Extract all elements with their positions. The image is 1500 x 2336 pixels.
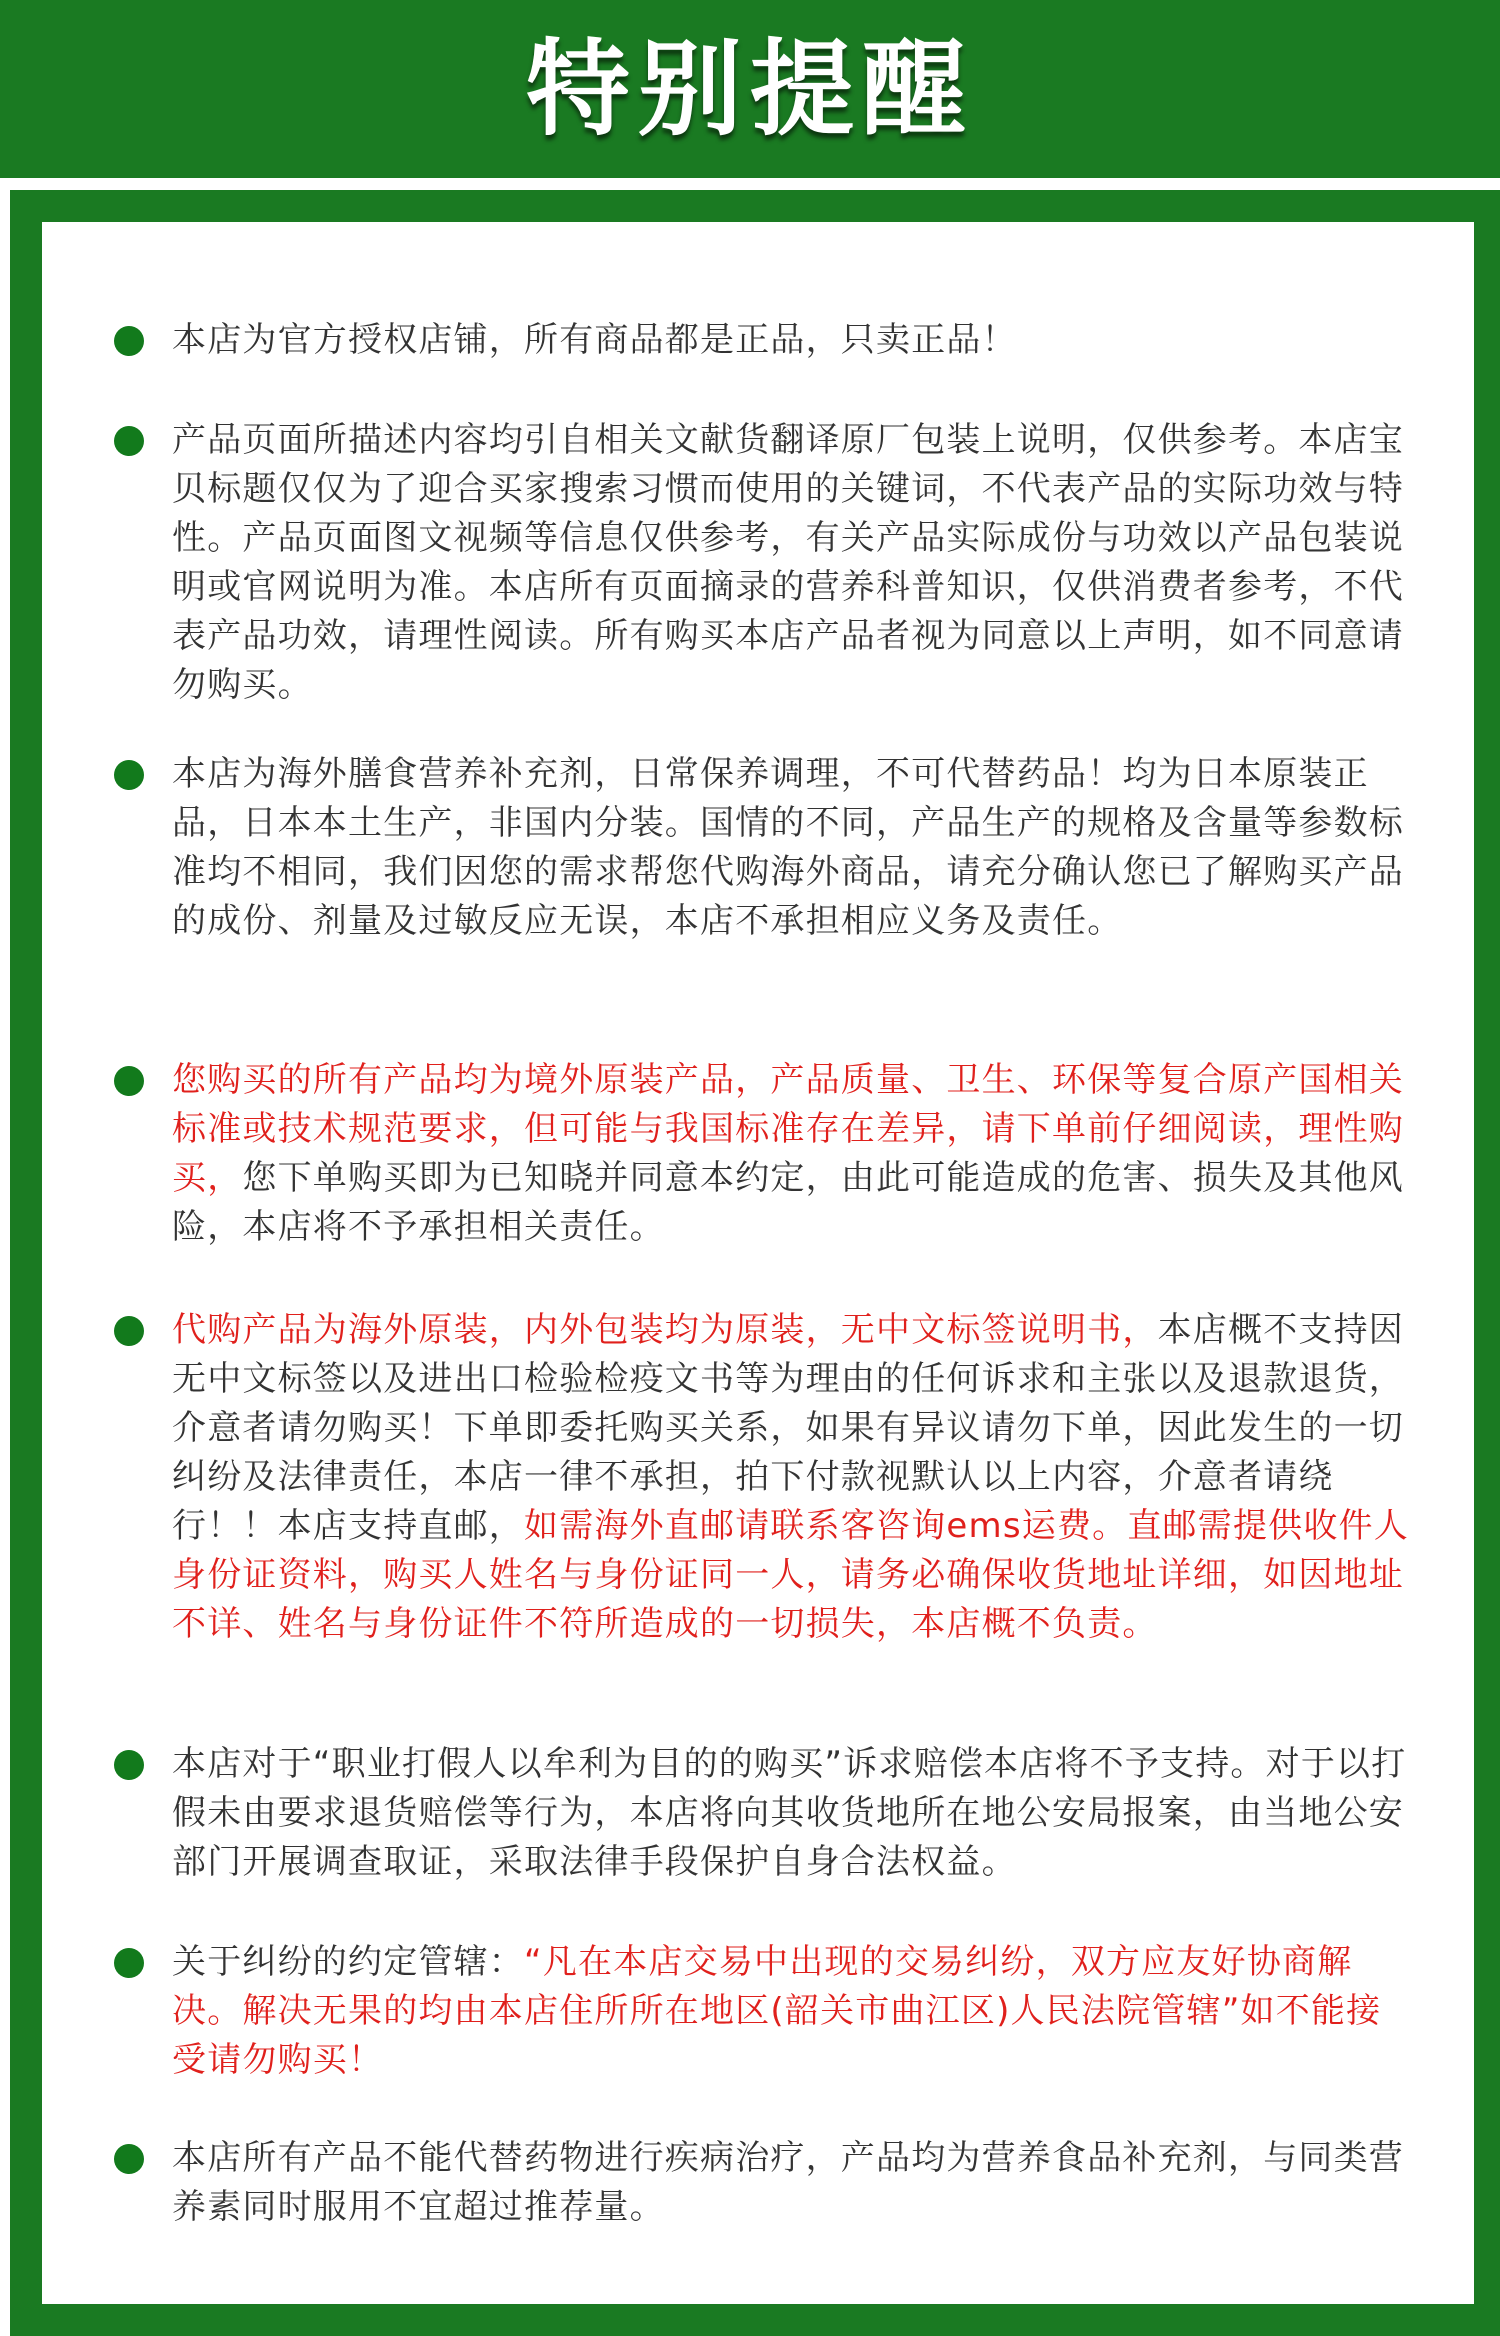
notice-text — [172, 750, 1412, 946]
notice-panel — [42, 222, 1474, 2304]
notice-text — [172, 2134, 1412, 2232]
bullet-dot-icon — [114, 326, 144, 356]
bullet-dot-icon — [114, 1066, 144, 1096]
notice-text — [172, 1740, 1412, 1887]
notice-text — [172, 416, 1412, 710]
notice-text-segment: 产品页面所描述内容均引自相关文献货翻译原厂包装上说明，仅供参考。本店宝贝标题仅仅为了迎合买家搜索习惯而使用的关键词，不代表产品的实际功效与特性。产品页面图文视频等信息仅供参考，有关产品实际成份与功效以产品包装说明或官网说明为准。本店所有页面摘录的营养科普知识，仅供消费者参考，不代表产品功效，请理性阅读。所有购买本店产品者视为同意以上声明，如不同意请勿购买。 — [172, 420, 1404, 705]
header-banner — [0, 0, 1500, 178]
bullet-dot-icon — [114, 2144, 144, 2174]
notice-text-segment: 本店对于“职业打假人以牟利为目的的购买”诉求赔偿本店将不予支持。对于以打假未由要求退货赔偿等行为，本店将向其收货地所在地公安局报案，由当地公安部门开展调查取证，采取法律手段保护自身合法权益。 — [172, 1744, 1407, 1882]
notice-text — [172, 1306, 1412, 1649]
notice-text-segment: 本店为官方授权店铺，所有商品都是正品，只卖正品！ — [172, 320, 1017, 360]
bullet-dot-icon — [114, 1316, 144, 1346]
notice-text — [172, 1056, 1412, 1252]
notice-text-segment: 本店概不支持因无中文标签以及进出口检验检疫文书等为理由的任何诉求和主张以及退款退货，介意者请勿购买！下单即委托购买关系，如果有异议请勿下单，因此发生的一切纠纷及法律责任，本店一律不承担，拍下付款视默认以上内容，介意者请绕行！！本店支持直邮， — [172, 1310, 1405, 1546]
notice-warning-segment: 如需海外直邮请联系客咨询ems运费。直邮需提供收件人身份证资料，购买人姓名与身份证同一人，请务必确保收货地址详细，如因地址不详、姓名与身份证件不符所造成的一切损失，本店概不负责。 — [172, 1506, 1409, 1644]
notice-text-segment: 本店为海外膳食营养补充剂，日常保养调理，不可代替药品！均为日本原装正品，日本本土生产，非国内分装。国情的不同，产品生产的规格及含量等参数标准均不相同，我们因您的需求帮您代购海外商品，请充分确认您已了解购买产品的成份、剂量及过敏反应无误，本店不承担相应义务及责任。 — [172, 754, 1404, 941]
notice-text — [172, 1938, 1412, 2085]
page-title: 特别提醒 — [525, 28, 974, 150]
bullet-dot-icon — [114, 426, 144, 456]
notice-text-segment: 本店所有产品不能代替药物进行疾病治疗，产品均为营养食品补充剂，与同类营养素同时服用不宜超过推荐量。 — [172, 2138, 1404, 2227]
notice-text-segment: 您下单购买即为已知晓并同意本约定，由此可能造成的危害、损失及其他风险，本店将不予承担相关责任。 — [172, 1158, 1405, 1247]
notice-frame — [10, 190, 1500, 2336]
bullet-dot-icon — [114, 1750, 144, 1780]
notice-warning-segment: “凡在本店交易中出现的交易纠纷，双方应友好协商解决。解决无果的均由本店住所所在地区(韶关市曲江区)人民法院管辖”如不能接受请勿购买！ — [172, 1942, 1382, 2080]
bullet-dot-icon — [114, 1948, 144, 1978]
notice-warning-segment: 您购买的所有产品均为境外原装产品，产品质量、卫生、环保等复合原产国相关标准或技术规范要求，但可能与我国标准存在差异，请下单前仔细阅读，理性购买， — [172, 1060, 1404, 1198]
notice-text-segment: 关于纠纷的约定管辖： — [172, 1942, 524, 1982]
notice-warning-segment: 代购产品为海外原装，内外包装均为原装，无中文标签说明书， — [172, 1310, 1158, 1350]
notice-text — [172, 316, 1412, 365]
bullet-dot-icon — [114, 760, 144, 790]
